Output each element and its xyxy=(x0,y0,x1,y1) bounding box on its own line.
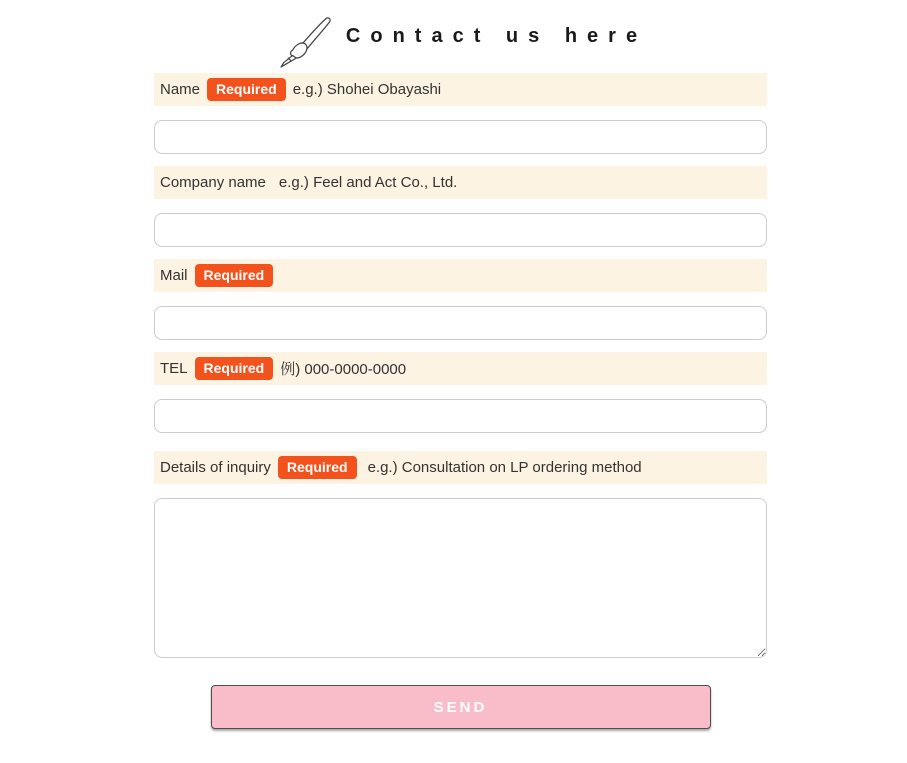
tel-label: TEL xyxy=(160,360,188,377)
mail-label-row xyxy=(154,259,767,292)
required-badge: Required xyxy=(207,78,286,101)
contact-form xyxy=(154,0,767,729)
company-label: Company name xyxy=(160,174,266,191)
inquiry-textarea[interactable] xyxy=(154,498,767,658)
required-badge: Required xyxy=(278,456,357,479)
mail-label: Mail xyxy=(160,267,188,284)
tel-label-row xyxy=(154,352,767,385)
company-label-row xyxy=(154,166,767,199)
name-label: Name xyxy=(160,81,201,98)
inquiry-label-row xyxy=(154,451,767,484)
name-input[interactable] xyxy=(154,120,767,154)
company-example: e.g.) Feel and Act Co., Ltd. xyxy=(278,174,458,191)
page-title: Contact us here xyxy=(345,25,648,47)
name-example: e.g.) Shohei Obayashi xyxy=(292,81,442,98)
form-header xyxy=(154,0,767,73)
send-button[interactable]: SEND xyxy=(211,685,711,729)
name-label-row xyxy=(154,73,767,106)
tel-example: 例) 000-0000-0000 xyxy=(280,361,407,378)
pen-icon xyxy=(274,15,338,71)
required-badge: Required xyxy=(195,357,274,380)
inquiry-example: e.g.) Consultation on LP ordering method xyxy=(367,459,642,476)
required-badge: Required xyxy=(195,264,274,287)
company-input[interactable] xyxy=(154,213,767,247)
mail-input[interactable] xyxy=(154,306,767,340)
inquiry-label: Details of inquiry xyxy=(160,459,271,476)
tel-input[interactable] xyxy=(154,399,767,433)
